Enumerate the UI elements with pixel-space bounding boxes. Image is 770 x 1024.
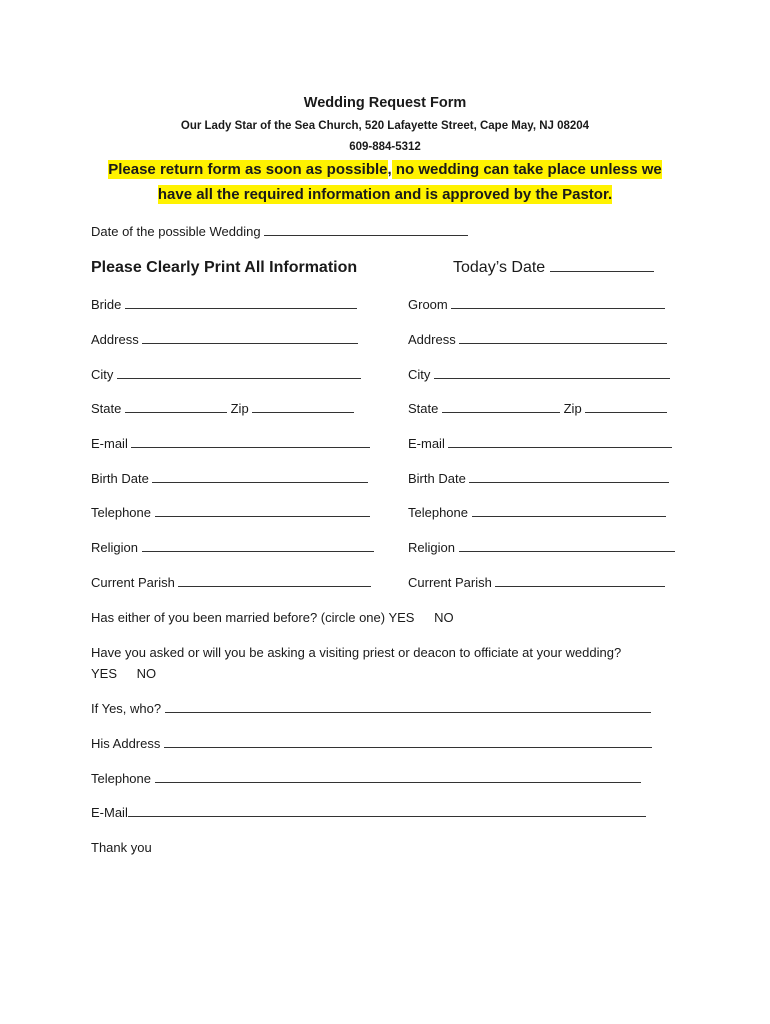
bride-address-label: Address <box>91 332 139 347</box>
form-title: Wedding Request Form <box>303 95 467 111</box>
groom-zip-field[interactable] <box>585 401 667 413</box>
groom-telephone-field[interactable] <box>472 505 666 517</box>
groom-state-zip-row <box>408 401 667 416</box>
bride-parish-field[interactable] <box>178 575 371 587</box>
groom-birth-date-field[interactable] <box>469 471 669 483</box>
bride-zip-field[interactable] <box>252 401 354 413</box>
groom-zip-label: Zip <box>563 401 582 416</box>
groom-birth-date-row <box>408 471 669 486</box>
officiant-email-field[interactable] <box>128 805 646 817</box>
officiant-telephone-row <box>91 771 641 786</box>
groom-email-field[interactable] <box>448 436 672 448</box>
groom-religion-field[interactable] <box>459 540 675 552</box>
bride-birth-date-row <box>91 471 368 486</box>
groom-religion-row <box>408 540 675 555</box>
groom-city-row <box>408 367 670 382</box>
church-address: Our Lady Star of the Sea Church, 520 Lafayette Street, Cape May, NJ 08204 <box>180 120 590 132</box>
married-question-row <box>91 610 454 625</box>
groom-parish-row <box>408 575 665 590</box>
bride-name-label: Bride <box>91 297 122 312</box>
groom-state-field[interactable] <box>442 401 560 413</box>
groom-state-label: State <box>408 401 439 416</box>
notice-line-2 <box>0 186 770 203</box>
bride-religion-row <box>91 540 374 555</box>
wedding-date-label: Date of the possible Wedding <box>91 224 261 239</box>
officiant-address-row <box>91 736 652 751</box>
bride-telephone-field[interactable] <box>155 505 370 517</box>
bride-name-field[interactable] <box>125 297 357 309</box>
officiant-telephone-label: Telephone <box>91 771 151 786</box>
priest-question: Have you asked or will you be asking a visiting priest or deacon to officiate at your wedding? <box>91 645 622 660</box>
groom-address-row <box>408 332 667 347</box>
groom-name-label: Groom <box>408 297 448 312</box>
wedding-date-field[interactable] <box>264 224 468 236</box>
bride-state-zip-row <box>91 401 354 416</box>
bride-city-field[interactable] <box>117 367 361 379</box>
groom-email-row <box>408 436 672 451</box>
officiant-address-field[interactable] <box>164 736 652 748</box>
if-yes-label: If Yes, who? <box>91 701 162 716</box>
bride-city-label: City <box>91 367 114 382</box>
todays-date-label: Today’s Date <box>453 259 546 276</box>
officiant-telephone-field[interactable] <box>155 771 641 783</box>
married-no-option[interactable]: NO <box>434 610 454 625</box>
priest-no-option[interactable]: NO <box>136 666 157 681</box>
bride-state-field[interactable] <box>125 401 227 413</box>
bride-state-label: State <box>91 401 122 416</box>
groom-parish-label: Current Parish <box>408 575 492 590</box>
officiant-email-label: E-Mail <box>91 805 128 820</box>
bride-telephone-row <box>91 505 370 520</box>
bride-telephone-label: Telephone <box>91 505 151 520</box>
wedding-date-row <box>91 224 468 239</box>
bride-religion-label: Religion <box>91 540 138 555</box>
notice-comma: , <box>387 161 392 178</box>
married-question: Has either of you been married before? (circle one) YES <box>91 610 415 625</box>
church-phone: 609-884-5312 <box>349 141 421 153</box>
bride-zip-label: Zip <box>230 401 249 416</box>
groom-address-field[interactable] <box>459 332 667 344</box>
groom-address-label: Address <box>408 332 456 347</box>
closing-text: Thank you <box>91 840 152 855</box>
groom-birth-date-label: Birth Date <box>408 471 466 486</box>
notice-part-1: Please return form as soon as possible <box>108 161 388 178</box>
bride-birth-date-label: Birth Date <box>91 471 149 486</box>
print-heading: Please Clearly Print All Information <box>91 259 358 276</box>
bride-email-label: E-mail <box>91 436 128 451</box>
bride-email-field[interactable] <box>131 436 370 448</box>
bride-email-row <box>91 436 370 451</box>
officiant-name-row <box>91 701 651 716</box>
notice-part-2: no wedding can take place unless we <box>391 161 662 178</box>
bride-religion-field[interactable] <box>142 540 374 552</box>
bride-address-field[interactable] <box>142 332 358 344</box>
bride-birth-date-field[interactable] <box>152 471 368 483</box>
groom-name-row <box>408 297 665 312</box>
bride-city-row <box>91 367 361 382</box>
bride-name-row <box>91 297 357 312</box>
bride-parish-label: Current Parish <box>91 575 175 590</box>
todays-date-field[interactable] <box>550 260 654 272</box>
todays-date-row <box>453 259 654 277</box>
groom-city-field[interactable] <box>434 367 670 379</box>
groom-city-label: City <box>408 367 431 382</box>
groom-telephone-row <box>408 505 666 520</box>
bride-address-row <box>91 332 358 347</box>
bride-parish-row <box>91 575 371 590</box>
groom-telephone-label: Telephone <box>408 505 468 520</box>
notice-line-1 <box>0 161 770 178</box>
groom-email-label: E-mail <box>408 436 445 451</box>
notice-line-2-text: have all the required information and is approved by the Pastor. <box>157 186 613 203</box>
groom-name-field[interactable] <box>451 297 665 309</box>
priest-answer-row <box>91 666 156 681</box>
groom-parish-field[interactable] <box>495 575 665 587</box>
priest-yes-option[interactable]: YES <box>91 666 118 681</box>
groom-religion-label: Religion <box>408 540 455 555</box>
officiant-email-row <box>91 805 646 820</box>
his-address-label: His Address <box>91 736 161 751</box>
officiant-name-field[interactable] <box>165 701 651 713</box>
